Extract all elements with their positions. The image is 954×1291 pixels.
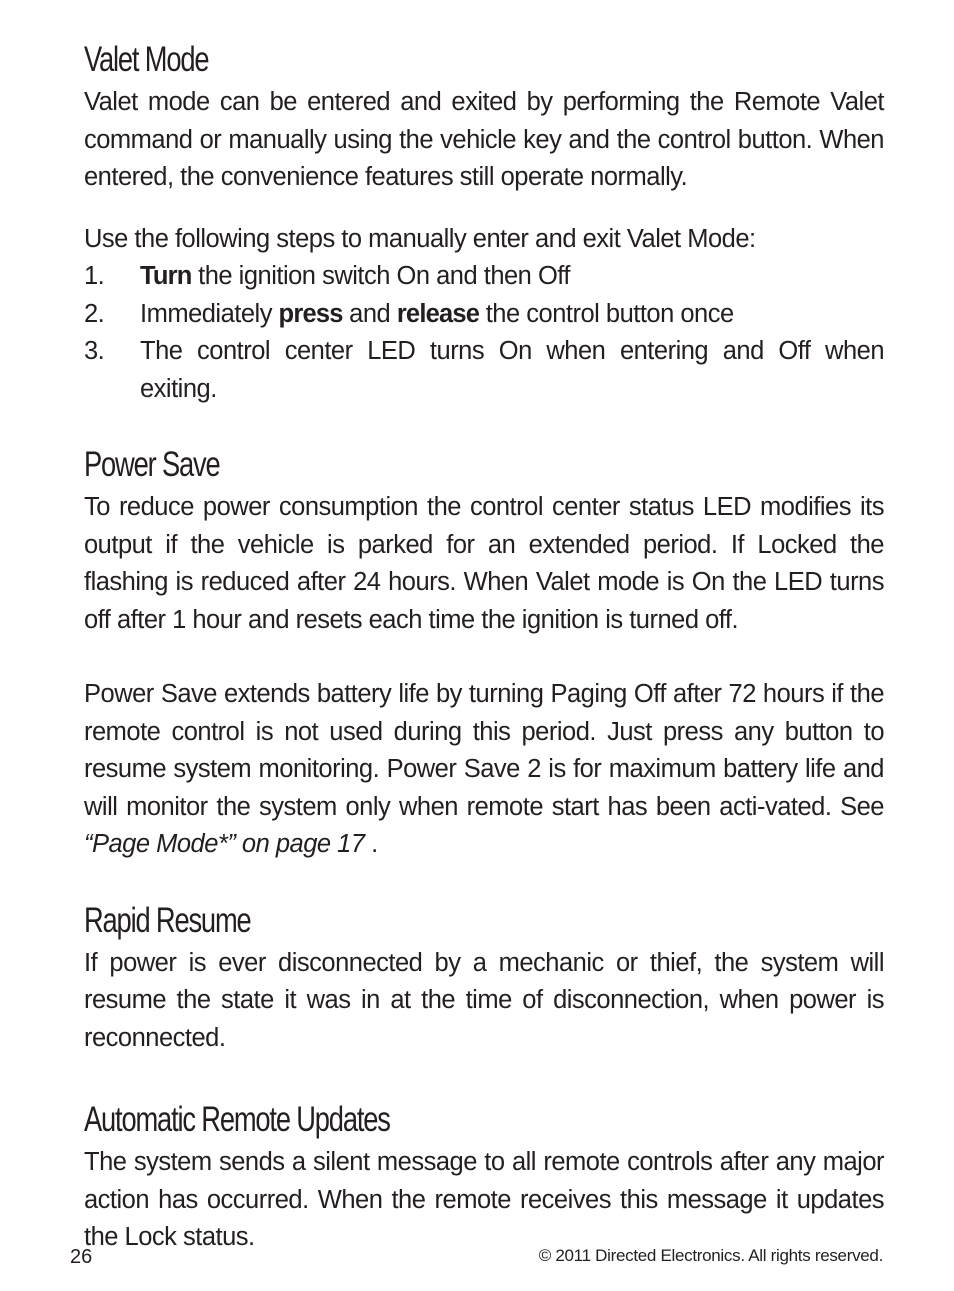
heading-automatic-remote-updates: Automatic Remote Updates xyxy=(84,1100,390,1139)
step-number: 2. xyxy=(84,299,105,328)
step-keyword: press xyxy=(278,299,343,328)
list-item xyxy=(84,333,884,408)
page-mode-reference: “Page Mode*” on page 17 xyxy=(84,830,365,858)
step-text: the control button once xyxy=(479,299,734,328)
valet-intro-paragraph: Valet mode can be entered and exited by performing the Remote Valet command or manually using the vehicle key and the control button. When entered, the convenience features still operate normally. xyxy=(84,88,884,191)
step-keyword: Turn xyxy=(140,262,192,290)
step-number: 3. xyxy=(84,337,105,365)
rapid-resume-paragraph: If power is ever disconnected by a mechanic or thief, the system will resume the state it was in at the time of disconnection, when power is reconnected. xyxy=(84,948,884,1052)
step-text: and xyxy=(342,299,397,328)
page-number: 26 xyxy=(70,1246,93,1268)
step-keyword: release xyxy=(396,299,480,328)
section-rapid-resume xyxy=(84,897,884,1058)
power-save-paragraph-1: To reduce power consumption the control center status LED modifies its output if the vehicle is parked for an extended period. If Locked the flashing is reduced after 24 hours. When Valet mode is On the LED turns off after 1 hour and resets each time the ignition is turned off. xyxy=(84,493,884,634)
power-save-text: Power Save extends battery life by turning Paging Off after 72 hours if the remote control is not used during this period. Just press any button to resume system monitoring. Power Save 2 is for maximum battery life and will monitor the system only when remote start has been acti-vated. See xyxy=(84,680,884,821)
list-item xyxy=(84,258,884,296)
step-number: 1. xyxy=(84,262,105,290)
section-power-save xyxy=(84,441,884,864)
step-text: Immediately xyxy=(140,299,279,328)
step-text: The control center LED turns On when entering and Off when exiting. xyxy=(140,337,884,403)
heading-rapid-resume: Rapid Resume xyxy=(84,900,251,940)
copyright-notice: © 2011 Directed Electronics. All rights reserved. xyxy=(538,1246,883,1265)
heading-power-save: Power Save xyxy=(84,445,220,484)
valet-steps-list xyxy=(84,258,884,408)
step-text: the ignition switch On and then Off xyxy=(191,262,570,290)
valet-steps-intro: Use the following steps to manually enter and exit Valet Mode: xyxy=(84,224,756,253)
power-save-paragraph-2 xyxy=(84,676,884,864)
auto-updates-paragraph: The system sends a silent message to all remote controls after any major action has occurred. When the remote receives this message it updates the Lock status. xyxy=(84,1148,884,1251)
document-page xyxy=(84,36,884,1257)
section-valet-mode xyxy=(84,36,884,408)
heading-valet-mode: Valet Mode xyxy=(84,40,209,79)
list-item xyxy=(84,296,884,334)
section-automatic-remote-updates xyxy=(84,1096,884,1257)
power-save-text-end: . xyxy=(364,830,378,858)
